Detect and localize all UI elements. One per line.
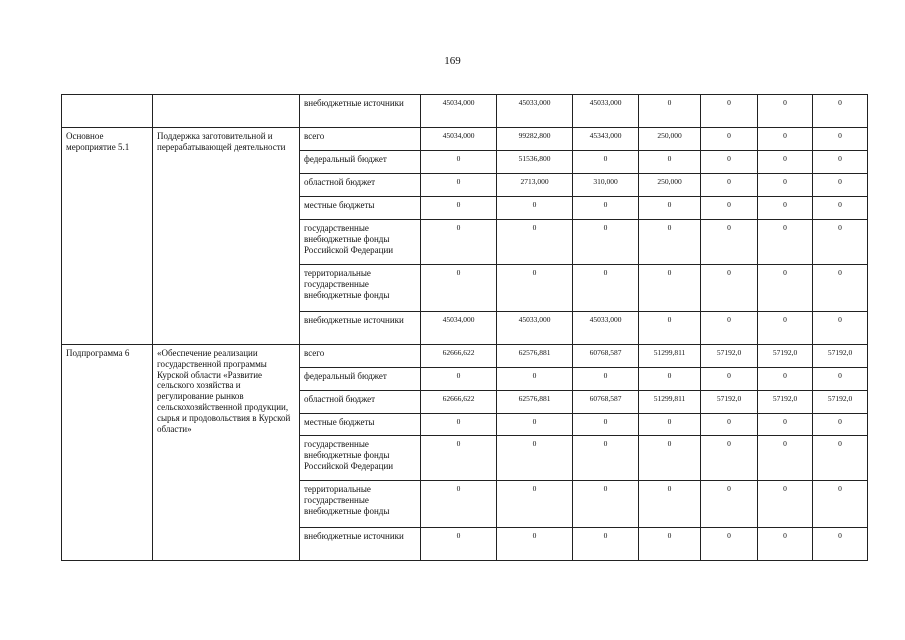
- amount-cell: 0: [701, 436, 758, 481]
- amount-cell: 0: [421, 436, 497, 481]
- amount-cell: 0: [421, 528, 497, 561]
- amount-cell: 250,000: [639, 128, 701, 151]
- amount-cell: 0: [701, 368, 758, 391]
- amount-cell: 0: [639, 481, 701, 528]
- program-code: [62, 95, 153, 128]
- amount-cell: 0: [421, 481, 497, 528]
- amount-cell: 0: [497, 368, 573, 391]
- amount-cell: 0: [813, 481, 868, 528]
- amount-cell: 0: [701, 128, 758, 151]
- amount-cell: 0: [573, 414, 639, 436]
- amount-cell: 0: [573, 436, 639, 481]
- amount-cell: 62666,622: [421, 345, 497, 368]
- amount-cell: 0: [758, 265, 813, 312]
- table-row: [62, 345, 868, 368]
- amount-cell: 0: [813, 436, 868, 481]
- amount-cell: 0: [758, 174, 813, 197]
- page-number: 169: [444, 55, 461, 67]
- amount-cell: 0: [639, 220, 701, 265]
- amount-cell: 0: [639, 197, 701, 220]
- funding-source: государственные внебюджетные фонды Российской Федерации: [300, 220, 421, 265]
- table-row: [62, 128, 868, 151]
- program-name: Поддержка заготовительной и перерабатывающей деятельности: [153, 128, 300, 345]
- amount-cell: 0: [758, 220, 813, 265]
- amount-cell: 0: [701, 174, 758, 197]
- amount-cell: 0: [813, 151, 868, 174]
- amount-cell: 0: [421, 265, 497, 312]
- budget-table-body: [62, 95, 868, 561]
- amount-cell: 0: [701, 151, 758, 174]
- amount-cell: 45343,000: [573, 128, 639, 151]
- amount-cell: 62576,881: [497, 345, 573, 368]
- amount-cell: 0: [497, 528, 573, 561]
- amount-cell: 0: [813, 528, 868, 561]
- amount-cell: 0: [813, 220, 868, 265]
- funding-source: территориальные государственные внебюджетные фонды: [300, 481, 421, 528]
- program-code: Подпрограмма 6: [62, 345, 153, 561]
- amount-cell: 310,000: [573, 174, 639, 197]
- funding-source: государственные внебюджетные фонды Российской Федерации: [300, 436, 421, 481]
- amount-cell: 0: [639, 312, 701, 345]
- funding-source: внебюджетные источники: [300, 95, 421, 128]
- amount-cell: 0: [701, 95, 758, 128]
- amount-cell: 0: [758, 414, 813, 436]
- amount-cell: 0: [813, 95, 868, 128]
- amount-cell: 0: [573, 481, 639, 528]
- amount-cell: 0: [639, 95, 701, 128]
- budget-table: [61, 94, 868, 561]
- amount-cell: 0: [758, 312, 813, 345]
- amount-cell: 0: [421, 368, 497, 391]
- amount-cell: 0: [758, 481, 813, 528]
- funding-source: областной бюджет: [300, 174, 421, 197]
- amount-cell: 0: [701, 481, 758, 528]
- program-name: [153, 95, 300, 128]
- funding-source: областной бюджет: [300, 391, 421, 414]
- amount-cell: 0: [421, 174, 497, 197]
- amount-cell: 57192,0: [758, 345, 813, 368]
- funding-source: федеральный бюджет: [300, 368, 421, 391]
- amount-cell: 62666,622: [421, 391, 497, 414]
- amount-cell: 250,000: [639, 174, 701, 197]
- amount-cell: 45034,000: [421, 128, 497, 151]
- amount-cell: 45033,000: [497, 95, 573, 128]
- amount-cell: 0: [813, 368, 868, 391]
- amount-cell: 0: [639, 414, 701, 436]
- funding-source: всего: [300, 128, 421, 151]
- funding-source: всего: [300, 345, 421, 368]
- amount-cell: 0: [639, 368, 701, 391]
- amount-cell: 0: [497, 265, 573, 312]
- amount-cell: 45033,000: [573, 312, 639, 345]
- amount-cell: 51299,811: [639, 345, 701, 368]
- amount-cell: 0: [639, 436, 701, 481]
- program-code: Основное мероприятие 5.1: [62, 128, 153, 345]
- amount-cell: 0: [421, 414, 497, 436]
- amount-cell: 45034,000: [421, 95, 497, 128]
- amount-cell: 0: [573, 197, 639, 220]
- funding-source: территориальные государственные внебюджетные фонды: [300, 265, 421, 312]
- amount-cell: 0: [497, 436, 573, 481]
- amount-cell: 0: [701, 528, 758, 561]
- amount-cell: 0: [573, 265, 639, 312]
- amount-cell: 0: [813, 128, 868, 151]
- amount-cell: 0: [758, 128, 813, 151]
- amount-cell: 60768,587: [573, 345, 639, 368]
- amount-cell: 0: [701, 312, 758, 345]
- amount-cell: 45033,000: [573, 95, 639, 128]
- amount-cell: 57192,0: [813, 391, 868, 414]
- amount-cell: 0: [758, 197, 813, 220]
- funding-source: внебюджетные источники: [300, 528, 421, 561]
- amount-cell: 99282,800: [497, 128, 573, 151]
- amount-cell: 0: [573, 220, 639, 265]
- amount-cell: 0: [758, 368, 813, 391]
- amount-cell: 0: [573, 151, 639, 174]
- amount-cell: 0: [701, 220, 758, 265]
- amount-cell: 0: [813, 265, 868, 312]
- amount-cell: 0: [639, 528, 701, 561]
- amount-cell: 57192,0: [758, 391, 813, 414]
- amount-cell: 0: [573, 368, 639, 391]
- amount-cell: 57192,0: [813, 345, 868, 368]
- amount-cell: 0: [701, 265, 758, 312]
- table-row: [62, 95, 868, 128]
- amount-cell: 0: [813, 312, 868, 345]
- amount-cell: 0: [758, 95, 813, 128]
- amount-cell: 0: [758, 151, 813, 174]
- amount-cell: 57192,0: [701, 391, 758, 414]
- amount-cell: 60768,587: [573, 391, 639, 414]
- amount-cell: 51536,800: [497, 151, 573, 174]
- amount-cell: 0: [701, 197, 758, 220]
- funding-source: внебюджетные источники: [300, 312, 421, 345]
- funding-source: местные бюджеты: [300, 414, 421, 436]
- funding-source: федеральный бюджет: [300, 151, 421, 174]
- amount-cell: 57192,0: [701, 345, 758, 368]
- amount-cell: 0: [497, 414, 573, 436]
- amount-cell: 45033,000: [497, 312, 573, 345]
- funding-source: местные бюджеты: [300, 197, 421, 220]
- amount-cell: 0: [573, 528, 639, 561]
- amount-cell: 0: [421, 197, 497, 220]
- amount-cell: 0: [421, 220, 497, 265]
- amount-cell: 0: [497, 481, 573, 528]
- amount-cell: 0: [701, 414, 758, 436]
- amount-cell: 0: [758, 436, 813, 481]
- amount-cell: 0: [639, 265, 701, 312]
- amount-cell: 0: [813, 197, 868, 220]
- amount-cell: 0: [497, 197, 573, 220]
- amount-cell: 45034,000: [421, 312, 497, 345]
- amount-cell: 0: [421, 151, 497, 174]
- amount-cell: 62576,881: [497, 391, 573, 414]
- program-name: «Обеспечение реализации государственной программы Курской области «Развитие сельского хозяйства и регулирование рынков сельскохозяйственной продукции, сырья и продовольствия в Курской области»: [153, 345, 300, 561]
- amount-cell: 2713,000: [497, 174, 573, 197]
- amount-cell: 0: [758, 528, 813, 561]
- amount-cell: 0: [813, 414, 868, 436]
- amount-cell: 51299,811: [639, 391, 701, 414]
- amount-cell: 0: [639, 151, 701, 174]
- amount-cell: 0: [497, 220, 573, 265]
- amount-cell: 0: [813, 174, 868, 197]
